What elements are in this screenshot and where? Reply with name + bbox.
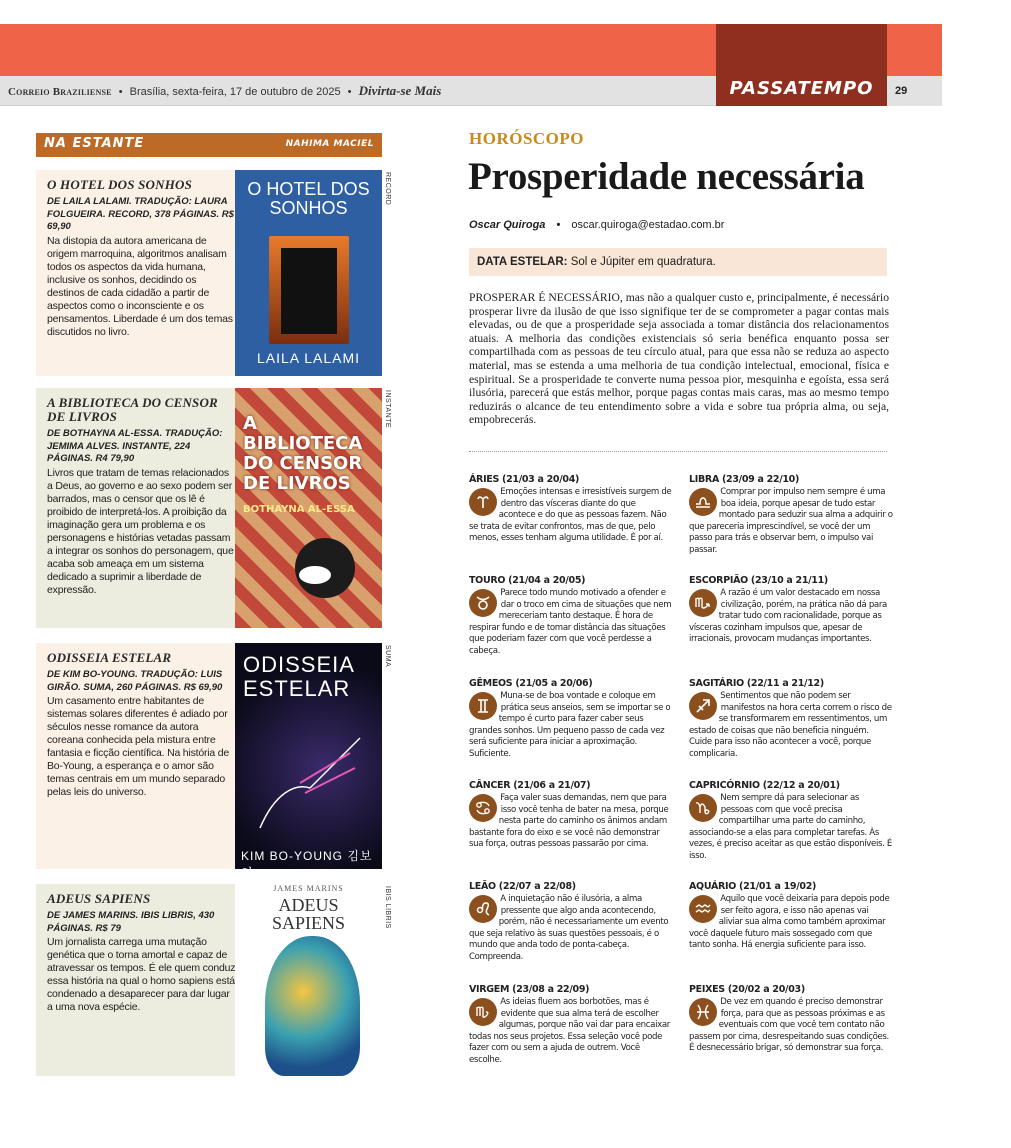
book-credits: DE JAMES MARINS. IBIS LIBRIS, 430 PÁGINAS. R$ 79	[47, 910, 215, 934]
book-description: Livros que tratam de temas relacionados a Deus, ao governo e ao sexo podem ser barrados, mas o censor que os lê é proibido de interpretá-los. A proibição da imaginação gera um problema e os personagens e histórias vetadas passam a integrar os sonhos do personagem, que acaba sob ameaça em um sistema dedicado a suprimir a liberdade de expressão.	[47, 466, 234, 596]
leo-icon	[469, 895, 497, 923]
sign-text: Muna-se de boa vontade e coloque em prática seus anseios, sem se importar se o tempo é curto para fazer caber seus grandes sonhos. Um pequeno passo de cada vez será suficiente para iniciar a aproximação. Suficiente.	[469, 691, 671, 759]
header-band	[0, 24, 716, 76]
book-card	[36, 170, 382, 376]
sign-name: ÁRIES (21/03 a 20/04)	[469, 474, 580, 485]
horoscope-intro: PROSPERAR É NECESSÁRIO, mas não a qualquer custo e, principalmente, é necessário prosperar livre da ilusão de que isso signifique ter de se comprometer a pagar contas mais elevadas, ou de que a prosperidade seja associada a tomar distância dos relacionamentos atuais. A melhoria das condições existenciais só seria benéfica enquanto possa ser compartilhada com as pessoas de teu círculo atual, para que essa não se reduza ao aspecto material, mas se estenda a uma melhoria de tua condição intelectual, emocional, física e espiritual. Se a prosperidade te converte numa pessoa pior, mesquinha e egoísta, essa será ilusória, parecerá que estás melhor, porque pagas contas mais caras, mas ao mesmo tempo reduzirás o alcance de teu entendimento sobre a vida e sobre tua própria alma, ou seja, empobrecerás.	[469, 291, 889, 427]
sign-virgo	[469, 984, 673, 1067]
sign-text: Aquilo que você deixaria para depois pode ser feito agora, e isso não apenas vai aliviar sua alma como também aproximar você daquele futuro mais sossegado com que tanto sonha. Há energia suficiente para isso.	[689, 894, 890, 951]
book-description: Na distopia da autora americana de origem marroquina, algoritmos analisam todos os aspectos da vida humana, inclusive os sonhos, decidindo os destinos de cada cidadão a partir de aspectos como o inconsciente e os pensamentos. Liberdade é um dos temas discutidos no livro.	[47, 234, 233, 338]
scorpio-icon	[689, 589, 717, 617]
cover-title: O HOTEL DOS SONHOS	[247, 179, 370, 218]
cover-author: JAMES MARINS	[273, 884, 344, 893]
estante-author: NAHIMA MACIEL	[285, 139, 374, 149]
sign-capricorn	[689, 780, 893, 863]
sign-name: LEÃO (22/07 a 22/08)	[469, 881, 576, 892]
cover-title: A BIBLIOTECA DO CENSOR DE LIVROS	[243, 413, 363, 494]
sign-name: ESCORPIÃO (23/10 a 21/11)	[689, 575, 828, 586]
cover-title: ADEUS SAPIENS	[271, 895, 346, 933]
cover-author: LAILA LALAMI	[256, 350, 361, 366]
sign-leo	[469, 881, 673, 964]
sign-aries	[469, 474, 673, 545]
cover-title: ODISSEIA ESTELAR	[243, 652, 354, 701]
sign-name: GÊMEOS (21/05 a 20/06)	[469, 678, 593, 689]
cover-author: BOTHAYNA AL-ESSA	[243, 504, 355, 515]
publisher-tag: RECORD	[384, 172, 391, 206]
cover-door-illustration	[269, 236, 349, 344]
byline: Oscar Quiroga • oscar.quiroga@estadao.com.br	[469, 219, 725, 231]
section-kicker: HORÓSCOPO	[469, 129, 585, 148]
divider	[469, 451, 887, 452]
sign-scorpio	[689, 575, 893, 646]
book-title: A BIBLIOTECA DO CENSOR DE LIVROS	[47, 395, 218, 424]
book-title: ADEUS SAPIENS	[47, 891, 151, 906]
book-cover	[235, 170, 382, 376]
sign-pisces	[689, 984, 893, 1055]
estante-title: NA ESTANTE	[44, 136, 145, 151]
book-description: Um jornalista carrega uma mutação genética que o torna amortal e capaz de atravessar os tempos. É ele quem conduz essa história na qual o homo sapiens está condenado a desaparecer para dar lugar a uma nova espécie.	[47, 936, 236, 1013]
cover-head-illustration	[265, 936, 360, 1076]
book-credits: DE KIM BO-YOUNG. TRADUÇÃO: LUIS GIRÃO. SUMA, 260 PÁGINAS. R$ 69,90	[47, 669, 223, 693]
book-cover	[235, 388, 382, 628]
libra-icon	[689, 488, 717, 516]
sign-name: VIRGEM (23/08 a 22/09)	[469, 984, 590, 995]
taurus-icon	[469, 589, 497, 617]
sign-name: PEIXES (20/02 a 20/03)	[689, 984, 805, 995]
book-title: O HOTEL DOS SONHOS	[47, 177, 193, 192]
sign-text: De vez em quando é preciso demonstrar força, para que as pessoas próximas e as eventuais com que você tem contato não passem por cima, desrespeitando suas condições. É desnecessário brigar, só demonstrar sua força.	[689, 997, 889, 1054]
data-estelar-label: DATA ESTELAR:	[477, 256, 568, 268]
sign-text: Comprar por impulso nem sempre é uma boa ideia, porque apesar de tudo estar montado para seduzir sua alma a adquirir o que pareceria imprescindível, se você der um passo para trás e observar bem, o impulso vai passar.	[689, 487, 893, 555]
sign-name: AQUÁRIO (21/01 a 19/02)	[689, 881, 817, 892]
page-number: 29	[895, 85, 908, 97]
sign-text: Sentimentos que não podem ser manifestos na hora certa correm o risco de se transformarem em ressentimentos, um estado de coisas que não beneficia ninguém. Cuide para isso não acontecer a você, porque complicaria.	[689, 691, 892, 759]
cover-hands-illustration	[255, 733, 365, 833]
sign-aquarius	[689, 881, 893, 952]
sign-text: Parece todo mundo motivado a ofender e dar o troco em cima de situações que nem mereceriam tanto destaque. É hora de respirar fundo e de tomar distância das situações que poderiam fazer com que você perdesse a cabeça.	[469, 588, 672, 656]
sign-text: Nem sempre dá para selecionar as pessoas com que você precisa compartilhar uma parte do caminho, associando-se a elas para completar tarefas. Às vezes, é preciso aceitar as que estão disponíveis. É isso.	[689, 793, 892, 861]
cover-hole-illustration	[295, 538, 355, 598]
sign-taurus	[469, 575, 673, 658]
sign-text: As ideias fluem aos borbotões, mas é evidente que sua alma terá de escolher algumas, porque não vai dar para encaixar todas nos seus projetos. Essa seleção você pode fazer com ou sem a ajuda de outrem. Você escolhe.	[469, 997, 670, 1065]
sign-name: CÂNCER (21/06 a 21/07)	[469, 780, 591, 791]
book-credits: DE BOTHAYNA AL-ESSA. TRADUÇÃO: JEMIMA ALVES. INSTANTE, 224 PÁGINAS. R4 79,90	[47, 428, 223, 464]
sign-text: A razão é um valor destacado em nossa civilização, porém, na prática não dá para tratar tudo com racionalidade, porque as vísceras cozinham impulsos que, apesar de irracionais, provocam mudanças importantes.	[689, 588, 887, 645]
virgo-icon	[469, 998, 497, 1026]
data-estelar-text: Sol e Júpiter em quadratura.	[570, 256, 716, 268]
sign-name: TOURO (21/04 a 20/05)	[469, 575, 586, 586]
book-cover	[235, 884, 382, 1076]
aries-icon	[469, 488, 497, 516]
header-band-right	[887, 24, 942, 76]
section-label: PASSATEMPO	[729, 78, 874, 99]
sagittarius-icon	[689, 692, 717, 720]
headline: Prosperidade necessária	[468, 155, 865, 198]
book-description: Um casamento entre habitantes de sistemas solares diferentes é adiado por séculos nesse romance da autora coreana conhecida pela mistura entre fantasia e ficção científica. Na história de Bo-Young, a esperança e o amor são temas centrais em um mundo separado pelas leis do universo.	[47, 695, 230, 798]
header-strip: Correio Braziliense • Brasília, sexta-feira, 17 de outubro de 2025 • Divirta-se Mais	[0, 76, 716, 106]
book-card	[36, 884, 382, 1076]
sign-sagittarius	[689, 678, 893, 761]
supplement-name: Divirta-se Mais	[358, 83, 442, 98]
data-estelar-box	[469, 248, 887, 276]
sign-text: Faça valer suas demandas, nem que para isso você tenha de bater na mesa, porque nesta parte do caminho os ânimos andam bastante fora do eixo e se você não demonstrar sua força, outras pessoas passarão por cima.	[469, 793, 669, 850]
sign-gemini	[469, 678, 673, 761]
book-card	[36, 388, 382, 628]
location-date: Brasília, sexta-feira, 17 de outubro de 2025	[129, 86, 341, 98]
publisher-tag: IBIS LIBRIS	[384, 886, 391, 929]
sign-name: CAPRICÓRNIO (22/12 a 20/01)	[689, 780, 840, 791]
book-credits: DE LAILA LALAMI. TRADUÇÃO: LAURA FOLGUEIRA. RECORD, 378 PÁGINAS. R$ 69,90	[47, 196, 234, 232]
book-cover	[235, 643, 382, 880]
sign-text: Emoções intensas e irresistíveis surgem de dentro das vísceras diante do que acontece e do que as pessoas fazem. Não se trata de evitar confrontos, mas de que, pelo menos, esses tenham alguma utilidade. É por aí.	[469, 487, 672, 544]
pisces-icon	[689, 998, 717, 1026]
estante-header	[36, 133, 382, 157]
sign-name: SAGITÁRIO (22/11 a 21/12)	[689, 678, 824, 689]
sign-name: LIBRA (23/09 a 22/10)	[689, 474, 800, 485]
aquarius-icon	[689, 895, 717, 923]
cancer-icon	[469, 794, 497, 822]
book-card	[36, 643, 382, 880]
sign-cancer	[469, 780, 673, 851]
cover-author: KIM BO-YOUNG 김보영	[241, 849, 373, 880]
sign-libra	[689, 474, 893, 557]
sign-text: A inquietação não é ilusória, a alma pressente que algo anda acontecendo, porém, não é necessariamente um evento que seja relativo às suas questões pessoais, é o mundo que anda todo de ponta-cabeça. Compreenda.	[469, 894, 669, 962]
author-email: oscar.quiroga@estadao.com.br	[571, 219, 725, 231]
gemini-icon	[469, 692, 497, 720]
publisher-tag: INSTANTE	[384, 390, 391, 429]
publisher-tag: SUMA	[384, 645, 391, 668]
capricorn-icon	[689, 794, 717, 822]
author-name: Oscar Quiroga	[469, 219, 546, 231]
book-title: ODISSEIA ESTELAR	[47, 650, 172, 665]
newspaper-name: Correio Braziliense	[8, 86, 112, 98]
